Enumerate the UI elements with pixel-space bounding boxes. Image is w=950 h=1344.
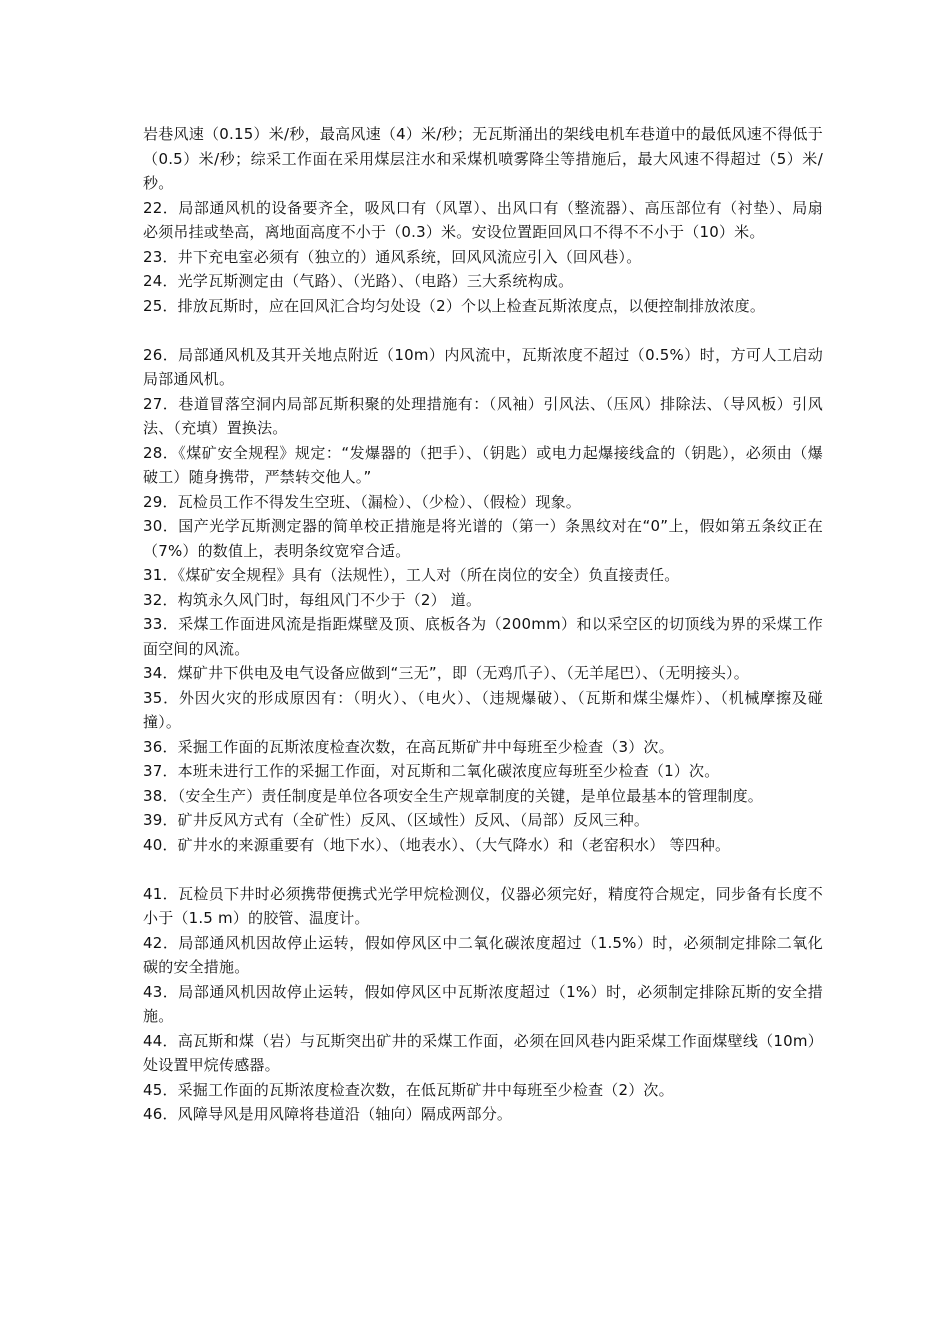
- document-page: [143, 122, 823, 1127]
- question-31: 31．《煤矿安全规程》具有（法规性），工人对（所在岗位的安全）负直接责任。: [143, 566, 680, 584]
- question-22: 22．局部通风机的设备要齐全，吸风口有（风罩）、出风口有（整流器）、高压部位有（衬垫）、局扇必须吊挂或垫高，离地面高度不小于（0.3）米。安设位置距回风口不得不不小于（10）米。: [143, 198, 823, 241]
- question-37: 37．本班未进行工作的采掘工作面，对瓦斯和二氧化碳浓度应每班至少检查（1）次。: [143, 762, 720, 780]
- question-23: 23．井下充电室必须有（独立的）通风系统，回风风流应引入（回风巷）。: [143, 247, 642, 266]
- question-44: 44．高瓦斯和煤（岩）与瓦斯突出矿井的采煤工作面，必须在回风巷内距采煤工作面煤壁线（10m）处设置甲烷传感器。: [143, 1031, 823, 1074]
- question-35: 35．外因火灾的形成原因有：（明火）、（电火）、（违规爆破）、（瓦斯和煤尘爆炸）、（机械摩擦及碰撞）。: [143, 688, 823, 731]
- question-39: 39．矿井反风方式有（全矿性）反风、（区域性）反风、（局部）反风三种。: [143, 811, 650, 829]
- question-41: 41．瓦检员下井时必须携带便携式光学甲烷检测仪，仪器必须完好，精度符合规定，同步备有长度不小于（1.5 m）的胶管、温度计。: [143, 884, 823, 927]
- question-27: 27．巷道冒落空洞内局部瓦斯积聚的处理措施有：（风袖）引风法、（压风）排除法、（导风板）引风法、（充填）置换法。: [143, 394, 823, 437]
- question-24: 24．光学瓦斯测定由（气路）、（光路）、（电路）三大系统构成。: [143, 272, 574, 290]
- question-29: 29．瓦检员工作不得发生空班、（漏检）、（少检）、（假检）现象。: [143, 492, 581, 511]
- question-40: 40．矿井水的来源重要有（地下水）、（地表水）、（大气降水）和（老窑积水） 等四种。: [143, 835, 731, 854]
- question-26: 26．局部通风机及其开关地点附近（10m）内风流中，瓦斯浓度不超过（0.5%）时，方可人工启动局部通风机。: [143, 345, 823, 388]
- question-43: 43．局部通风机因故停止运转，假如停风区中瓦斯浓度超过（1%）时，必须制定排除瓦斯的安全措施。: [143, 982, 823, 1025]
- question-42: 42．局部通风机因故停止运转，假如停风区中二氧化碳浓度超过（1.5%）时，必须制定排除二氧化碳的安全措施。: [143, 933, 823, 976]
- blank-line: [143, 318, 823, 343]
- question-30: 30．国产光学瓦斯测定器的简单校正措施是将光谱的（第一）条黑纹对在“0”上，假如第五条纹正在（7%）的数值上，表明条纹宽窄合适。: [143, 517, 823, 560]
- question-32: 32．构筑永久风门时，每组风门不少于（2） 道。: [143, 590, 482, 609]
- question-28: 28．《煤矿安全规程》规定：“发爆器的（把手）、（钥匙）或电力起爆接线盒的（钥匙），必须由（爆破工）随身携带，严禁转交他人。”: [143, 443, 823, 486]
- question-36: 36．采掘工作面的瓦斯浓度检查次数，在高瓦斯矿井中每班至少检查（3）次。: [143, 737, 674, 756]
- question-33: 33．采煤工作面进风流是指距煤壁及顶、底板各为（200mm）和以采空区的切顶线为界的采煤工作面空间的风流。: [143, 615, 823, 658]
- blank-line: [143, 857, 823, 882]
- question-38: 38．（安全生产）责任制度是单位各项安全生产规章制度的关键，是单位最基本的管理制度。: [143, 786, 763, 805]
- question-45: 45．采掘工作面的瓦斯浓度检查次数，在低瓦斯矿井中每班至少检查（2）次。: [143, 1080, 674, 1099]
- question-25: 25．排放瓦斯时，应在回风汇合均匀处设（2）个以上检查瓦斯浓度点，以便控制排放浓度。: [143, 296, 766, 315]
- question-46: 46．风障导风是用风障将巷道沿（轴向）隔成两部分。: [143, 1105, 513, 1123]
- question-34: 34．煤矿井下供电及电气设备应做到“三无”，即（无鸡爪子）、（无羊尾巴）、（无明接头）。: [143, 664, 749, 682]
- paragraph-21-continuation: 岩巷风速（0.15）米/秒，最高风速（4）米/秒；无瓦斯涌出的架线电机车巷道中的最低风速不得低于（0.5）米/秒；综采工作面在采用煤层注水和采煤机喷雾降尘等措施后，最大风速不得超过（5）米/秒。: [143, 125, 823, 192]
